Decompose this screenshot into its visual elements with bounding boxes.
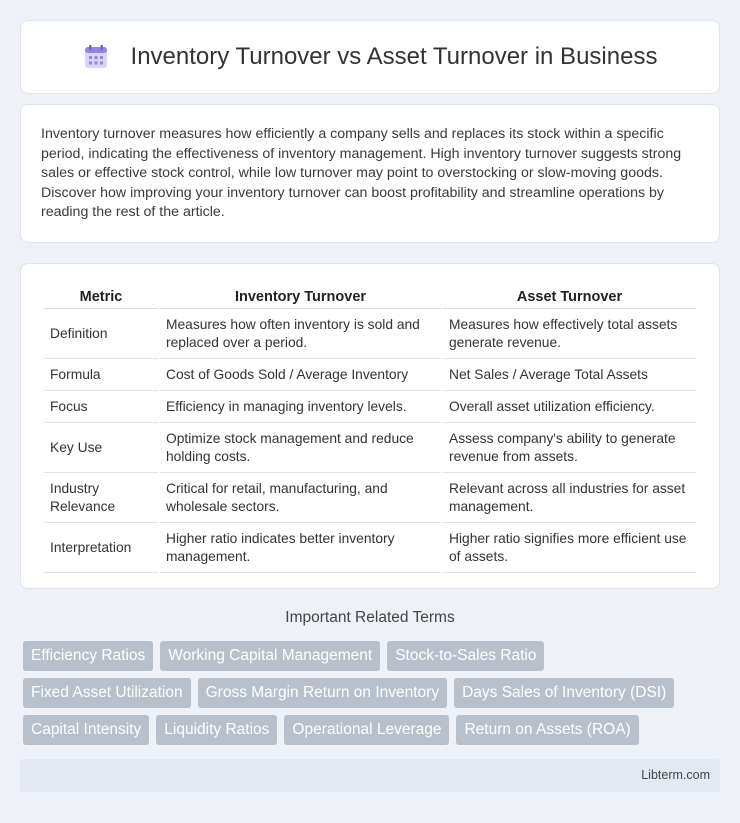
tag-row — [23, 641, 723, 671]
tag-stock-to-sales-ratio[interactable]: Stock-to-Sales Ratio — [387, 641, 544, 671]
comparison-table — [42, 284, 698, 573]
row-inventory: Higher ratio indicates better inventory management. — [160, 523, 441, 573]
header-metric: Metric — [44, 284, 158, 309]
footer — [20, 759, 720, 792]
header-card — [20, 20, 720, 94]
row-inventory: Critical for retail, manufacturing, and wholesale sectors. — [160, 473, 441, 523]
header-inventory: Inventory Turnover — [160, 284, 441, 309]
row-inventory: Efficiency in managing inventory levels. — [160, 391, 441, 423]
row-asset: Relevant across all industries for asset management. — [443, 473, 696, 523]
table-row — [44, 359, 696, 391]
row-asset: Overall asset utilization efficiency. — [443, 391, 696, 423]
row-inventory: Measures how often inventory is sold and replaced over a period. — [160, 309, 441, 359]
table-row — [44, 391, 696, 423]
row-metric: Key Use — [44, 423, 158, 473]
table-row — [44, 473, 696, 523]
tag-efficiency-ratios[interactable]: Efficiency Ratios — [23, 641, 153, 671]
tag-liquidity-ratios[interactable]: Liquidity Ratios — [156, 715, 277, 745]
row-metric: Formula — [44, 359, 158, 391]
row-asset: Measures how effectively total assets generate revenue. — [443, 309, 696, 359]
row-asset: Net Sales / Average Total Assets — [443, 359, 696, 391]
row-inventory: Cost of Goods Sold / Average Inventory — [160, 359, 441, 391]
table-header-row — [44, 284, 696, 309]
comparison-card — [20, 263, 720, 589]
intro-card — [20, 104, 720, 243]
tag-capital-intensity[interactable]: Capital Intensity — [23, 715, 149, 745]
row-metric: Focus — [44, 391, 158, 423]
row-metric: Definition — [44, 309, 158, 359]
row-asset: Assess company's ability to generate revenue from assets. — [443, 423, 696, 473]
calendar-icon — [83, 44, 109, 70]
tag-gmroi[interactable]: Gross Margin Return on Inventory — [198, 678, 447, 708]
tag-row — [23, 678, 723, 708]
footer-site-link[interactable]: Libterm.com — [641, 768, 710, 782]
tag-row — [23, 715, 723, 745]
table-row — [44, 309, 696, 359]
row-inventory: Optimize stock management and reduce holding costs. — [160, 423, 441, 473]
related-terms — [23, 641, 723, 752]
tag-operational-leverage[interactable]: Operational Leverage — [284, 715, 449, 745]
tag-roa[interactable]: Return on Assets (ROA) — [456, 715, 638, 745]
row-asset: Higher ratio signifies more efficient use of assets. — [443, 523, 696, 573]
tag-fixed-asset-utilization[interactable]: Fixed Asset Utilization — [23, 678, 191, 708]
header-asset: Asset Turnover — [443, 284, 696, 309]
row-metric: Industry Relevance — [44, 473, 158, 523]
intro-text: Inventory turnover measures how efficiently a company sells and replaces its stock within a specific period, indicating the effectiveness of inventory management. High inventory turnover suggests strong sales or effective stock control, while low turnover may point to overstocking or slow-moving goods. Discover how improving your inventory turnover can boost profitability and streamline operations by reading the rest of the article. — [41, 126, 682, 220]
table-row — [44, 423, 696, 473]
table-row — [44, 523, 696, 573]
tag-dsi[interactable]: Days Sales of Inventory (DSI) — [454, 678, 674, 708]
page-title: Inventory Turnover vs Asset Turnover in Business — [130, 43, 658, 70]
row-metric: Interpretation — [44, 523, 158, 573]
tag-working-capital-management[interactable]: Working Capital Management — [160, 641, 380, 671]
related-terms-title: Important Related Terms — [285, 609, 455, 626]
